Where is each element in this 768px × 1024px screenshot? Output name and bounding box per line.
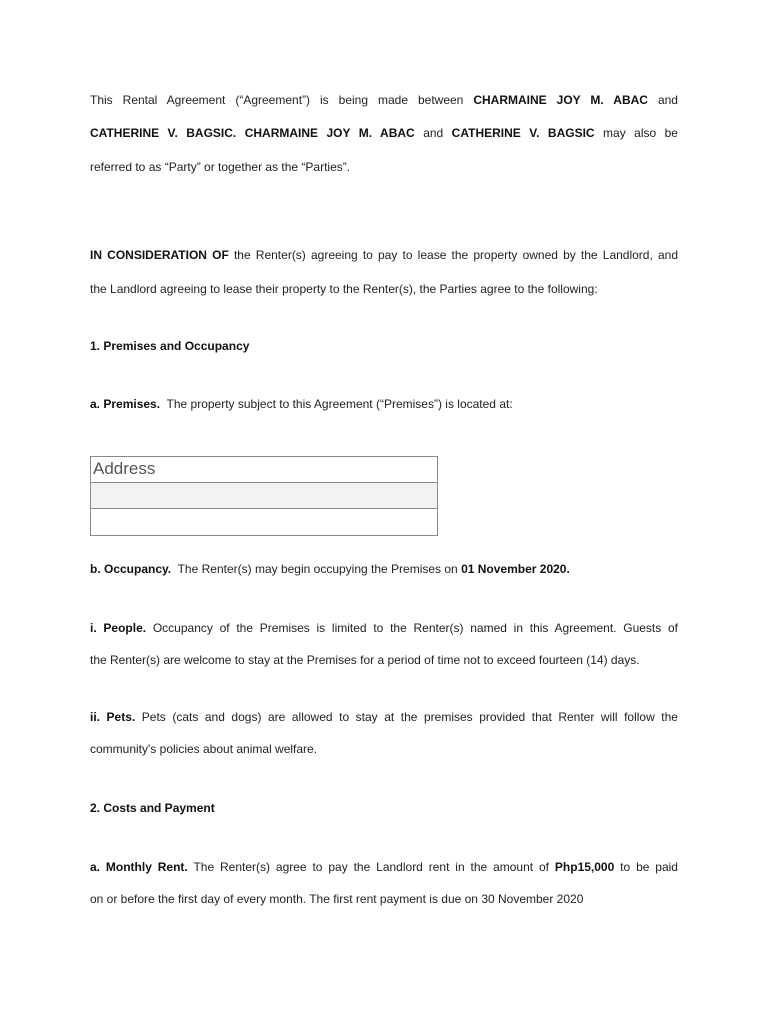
people-clause-line-1 [90, 620, 678, 636]
intro-text: This Rental Agreement (“Agreement”) is being made between [90, 93, 464, 107]
clause-label: ii. Pets. [90, 710, 136, 724]
party-name-1-repeat: CHARMAINE JOY M. ABAC [244, 126, 415, 140]
rent-clause-line-1 [90, 859, 678, 875]
occupancy-date: 01 November 2020. [461, 562, 570, 576]
intro-line-1 [90, 92, 678, 108]
clause-text: to be paid [620, 860, 678, 874]
party-name-2: CATHERINE V. BAGSIC. [90, 126, 237, 140]
rent-clause-line-2: on or before the first day of every month. The first rent payment is due on 30 November 2020 [90, 892, 584, 906]
consideration-text: the Renter(s) agreeing to pay to lease the property owned by the Landlord, and [233, 248, 678, 262]
premises-clause [90, 396, 678, 412]
rent-amount: Php15,000 [554, 860, 615, 874]
section-heading: 1. Premises and Occupancy [90, 339, 250, 353]
clause-label: b. Occupancy. [90, 562, 172, 576]
consideration-line-1 [90, 247, 678, 263]
intro-line-3: referred to as “Party” or together as the “Parties”. [90, 160, 351, 174]
section-heading: 2. Costs and Payment [90, 801, 215, 815]
address-field-2[interactable] [91, 509, 437, 535]
party-name-2-repeat: CATHERINE V. BAGSIC [451, 126, 595, 140]
clause-label: a. Premises. [90, 397, 161, 411]
clause-label: i. People. [90, 621, 147, 635]
clause-text: The property subject to this Agreement (“Premises”) is located at: [166, 397, 513, 411]
pets-clause-line-1 [90, 709, 678, 725]
occupancy-clause [90, 561, 678, 577]
clause-text: The Renter(s) may begin occupying the Premises on [177, 562, 458, 576]
consideration-lead: IN CONSIDERATION OF [90, 248, 229, 262]
pets-clause-line-2: community's policies about animal welfare. [90, 742, 318, 756]
address-field-1[interactable] [91, 483, 437, 509]
section-2-heading [90, 800, 678, 816]
clause-text: Pets (cats and dogs) are allowed to stay at the premises provided that Renter will follow the [141, 710, 678, 724]
people-clause-line-2: the Renter(s) are welcome to stay at the Premises for a period of time not to exceed fourteen (14) days. [90, 653, 640, 667]
address-header-row [91, 457, 437, 483]
conjunction: and [423, 126, 444, 140]
consideration-line-2: the Landlord agreeing to lease their property to the Renter(s), the Parties agree to the following: [90, 282, 598, 296]
intro-line-2 [90, 125, 678, 141]
address-table [90, 456, 438, 536]
conjunction: and [657, 93, 678, 107]
clause-label: a. Monthly Rent. [90, 860, 188, 874]
party-name-1: CHARMAINE JOY M. ABAC [473, 93, 648, 107]
section-1-heading [90, 338, 678, 354]
clause-text: Occupancy of the Premises is limited to the Renter(s) named in this Agreement. Guests of [152, 621, 679, 635]
intro-text: may also be [603, 126, 678, 140]
address-label: Address [93, 459, 156, 478]
clause-text: The Renter(s) agree to pay the Landlord rent in the amount of [193, 860, 550, 874]
